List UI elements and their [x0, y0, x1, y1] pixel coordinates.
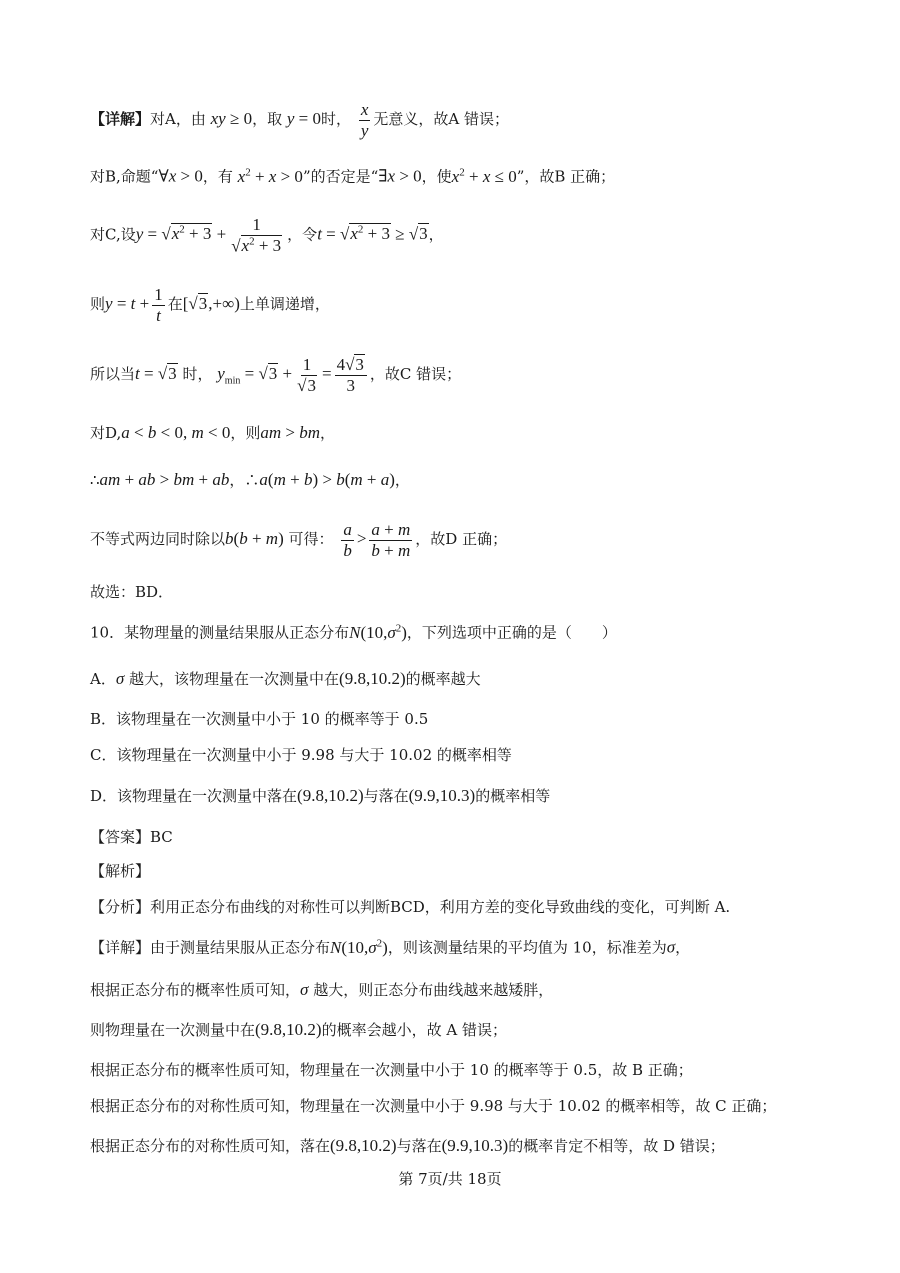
- detail-line-d: [90, 285, 330, 325]
- math: $y_{min} = √3$ +: [217, 364, 293, 387]
- detail-line-f: [90, 423, 335, 443]
- math: (9.8,10.2): [330, 1136, 397, 1155]
- math: y = t +: [105, 294, 150, 314]
- text: ”的否定是“: [302, 167, 379, 186]
- text: 的概率肯定不相等，故 D 错误；: [508, 1137, 725, 1155]
- math: $N(10,\sigma^2)$: [330, 937, 388, 957]
- math: am + ab > bm + ab: [99, 470, 230, 489]
- text: ∴: [90, 471, 100, 489]
- text: 【分析】利用正态分布曲线的对称性可以判断BCD，利用方差的变化导致曲线的变化，可判断 A.: [90, 898, 731, 916]
- detail-line-b: 对B,命题“∀x > 0，有 $x^2 + x > 0$”的否定是“∃x > 0，使$x^2 + x \le 0$”，故B 正确；: [90, 166, 616, 186]
- text: 【详解】由于测量结果服从正态分布: [90, 938, 331, 957]
- text: 的概率相等: [475, 787, 551, 805]
- text: 所以当: [90, 365, 136, 384]
- text: 根据正态分布的概率性质可知，物理量在一次测量中小于 10 的概率等于 0.5，故 B 正确；: [90, 1061, 693, 1079]
- text: 对B,命题“: [90, 167, 159, 186]
- text: ，: [320, 424, 336, 442]
- analysis-summary: [90, 898, 730, 916]
- math: $x^2 + x > 0$: [237, 166, 303, 186]
- text: 与落在: [363, 787, 409, 805]
- text: 越大，则正态分布曲线越来越矮胖，: [313, 981, 554, 999]
- text: 越大，该物理量在一次测量中在: [129, 670, 340, 688]
- math-fraction: $\frac{x}{y}$: [360, 100, 369, 140]
- math: [√3,+∞): [182, 294, 240, 314]
- math: σ: [300, 980, 309, 999]
- text: 故选：BD．: [90, 583, 174, 601]
- text: 的概率越大: [405, 670, 481, 688]
- detail-line-1: [90, 937, 690, 958]
- math: (9.9,10.3): [408, 786, 476, 805]
- text: ，故C 错误；: [369, 365, 462, 384]
- analysis-label: [90, 862, 150, 880]
- text: 无意义，故A 错误；: [373, 110, 509, 129]
- text: 在: [167, 295, 183, 314]
- text: ，∴: [229, 471, 260, 489]
- math: a < b < 0, m < 0: [121, 423, 231, 442]
- text: 可得：: [288, 530, 334, 549]
- text: 根据正态分布的对称性质可知，物理量在一次测量中小于 9.98 与大于 10.02 的概率相等，故 C 正确；: [90, 1097, 777, 1115]
- text: 【答案】BC: [90, 828, 173, 846]
- detail-line-6: [90, 1136, 725, 1156]
- math: a(m + b) > b(m + a): [259, 470, 395, 489]
- text: 对C,设: [90, 225, 136, 244]
- text: 则物理量在一次测量中在: [90, 1021, 256, 1039]
- option-b: [90, 710, 428, 728]
- text: ，则该测量结果的平均值为 10，标准差为: [387, 938, 667, 957]
- math: b(b + m): [225, 529, 284, 549]
- text: C．该物理量在一次测量中小于 9.98 与大于 10.02 的概率相等: [90, 746, 512, 764]
- math: $x^2 + x \le 0$: [451, 166, 517, 186]
- question-stem: [90, 622, 617, 643]
- option-d: [90, 786, 550, 806]
- math: t = √3: [135, 364, 177, 384]
- math: (9.9,10.3): [441, 1136, 509, 1155]
- math: (9.8,10.2): [255, 1020, 322, 1039]
- math: σ: [115, 669, 125, 688]
- text: 上单调递增，: [239, 295, 330, 314]
- math: σ: [666, 937, 676, 957]
- math-fraction: $\frac{1}{t}$: [154, 285, 163, 325]
- text: 对D,: [90, 424, 122, 442]
- math: ∃x > 0: [378, 166, 422, 186]
- math: $N(10,\sigma^2)$: [349, 622, 407, 642]
- detail-line-c: [90, 215, 444, 256]
- text: 的概率会越小，故 A 错误；: [321, 1021, 507, 1039]
- option-a: [90, 669, 481, 689]
- page-footer: 第 7页/共 18页: [398, 1170, 502, 1188]
- option-c: [90, 746, 512, 764]
- text: 根据正态分布的对称性质可知，落在: [90, 1137, 331, 1155]
- text: 与落在: [396, 1137, 442, 1155]
- math: (9.8,10.2): [339, 669, 406, 688]
- detail-label: 【详解】: [90, 110, 151, 129]
- math: $t = √x^2 + 3 \ge √3$: [317, 223, 428, 244]
- text: 10．某物理量的测量结果服从正态分布: [90, 623, 350, 642]
- math-fraction: $\frac{1}{√3}$: [297, 355, 316, 395]
- text: 时，: [321, 110, 352, 129]
- text: 根据正态分布的概率性质可知，: [90, 981, 301, 999]
- math-fraction: $\frac{a + m}{b + m}$: [371, 520, 411, 560]
- text: A．: [90, 670, 116, 688]
- math: ∀x > 0: [158, 166, 203, 186]
- text: ，取: [252, 110, 283, 129]
- math-fraction: $\frac{a}{b}$: [343, 520, 352, 560]
- detail-line-h: 不等式两边同时除以b(b + m) 可得： $\frac{a}{b}$ > $\frac{a + m}{b + m}$ ，故D 正确；: [90, 520, 508, 560]
- text: ，令: [287, 225, 318, 244]
- text: 则: [90, 295, 106, 314]
- detail-line-e: 所以当t = √3 时， $y_{min} = √3$ + $\frac{1}{√3}$ = $\frac{4√3}{3}$ ，故C 错误；: [90, 355, 462, 395]
- text: ，则: [230, 424, 261, 442]
- math: y = 0: [286, 109, 322, 129]
- text: 时，: [182, 365, 213, 384]
- detail-line-3: [90, 1020, 507, 1040]
- text: ，下列选项中正确的是（ ）: [406, 623, 617, 642]
- text: ，: [675, 938, 691, 957]
- text: 【解析】: [90, 862, 151, 880]
- math: xy ≥ 0: [210, 109, 253, 129]
- text: 不等式两边同时除以: [90, 530, 226, 549]
- text: ，故D 正确；: [415, 530, 508, 549]
- detail-line-a: [90, 100, 509, 140]
- math: am > bm: [260, 423, 320, 442]
- math-fraction: $\frac{4√3}{3}$: [335, 355, 367, 395]
- choice-result: [90, 583, 173, 601]
- text: 对A，由: [150, 110, 206, 129]
- text: ”，故B 正确；: [516, 167, 616, 186]
- text: ，: [428, 225, 444, 244]
- math-fraction: $\frac{1}{√x^2 + 3}$: [231, 215, 282, 256]
- detail-line-2: [90, 980, 553, 1000]
- detail-line-g: [90, 470, 410, 490]
- text: D．该物理量在一次测量中落在: [90, 787, 298, 805]
- detail-line-4: [90, 1061, 693, 1079]
- text: ，: [394, 471, 410, 489]
- math: $y = √x^2 + 3$ +: [135, 223, 227, 244]
- math: (9.8,10.2): [297, 786, 364, 805]
- detail-line-5: [90, 1097, 776, 1115]
- answer-label: [90, 828, 173, 846]
- text: ，使: [421, 167, 452, 186]
- text: B．该物理量在一次测量中小于 10 的概率等于 0.5: [90, 710, 429, 728]
